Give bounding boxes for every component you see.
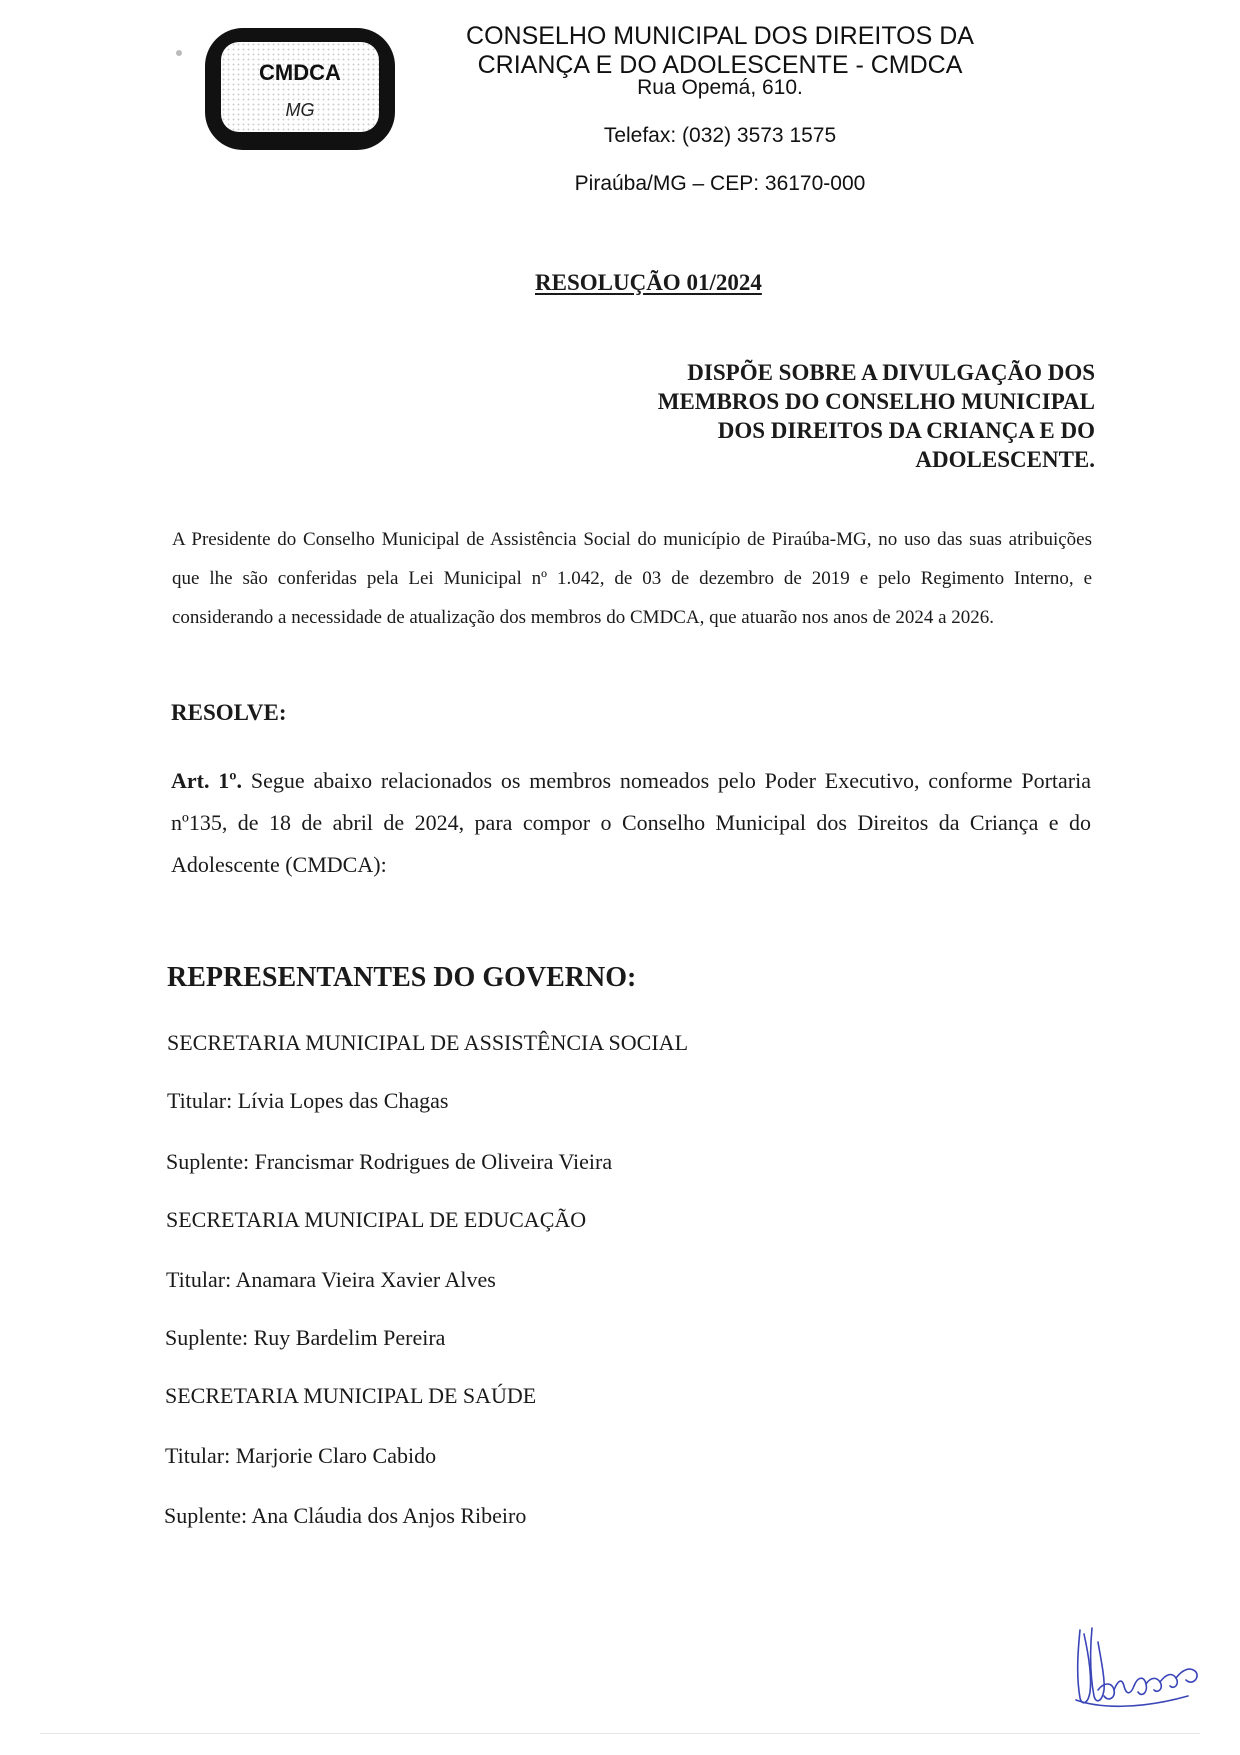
suplente-line: Suplente: Francismar Rodrigues de Oliveira Vieira [166,1149,613,1174]
org-name-line-1: CONSELHO MUNICIPAL DOS DIREITOS DA [466,22,974,50]
org-name-line-2: CRIANÇA E DO ADOLESCENTE - CMDCA [477,51,963,79]
scan-edge-line [40,1733,1200,1734]
org-telefax: Telefax: (032) 3573 1575 [603,124,837,147]
signature-icon [1068,1620,1208,1715]
suplente-line: Suplente: Ana Cláudia dos Anjos Ribeiro [164,1503,527,1528]
ementa-line-4: ADOLESCENTE. [915,447,1095,472]
suplente-line: Suplente: Ruy Bardelim Pereira [165,1325,446,1350]
article-label: Art. 1º. [171,768,243,793]
secretariat-name: SECRETARIA MUNICIPAL DE EDUCAÇÃO [166,1207,587,1232]
section-title: REPRESENTANTES DO GOVERNO: [167,962,637,993]
article-1 [171,760,1091,886]
logo-subtitle: MG [285,100,315,120]
resolution-title: RESOLUÇÃO 01/2024 [535,270,762,295]
org-address: Rua Opemá, 610. [637,76,803,99]
ementa-line-1: DISPÕE SOBRE A DIVULGAÇÃO DOS [687,360,1095,385]
org-name [430,22,1010,80]
titular-line: Titular: Marjorie Claro Cabido [165,1443,437,1468]
resolve-heading: RESOLVE: [171,700,287,725]
titular-line: Titular: Anamara Vieira Xavier Alves [166,1267,496,1292]
preamble-paragraph: A Presidente do Conselho Municipal de Assistência Social do município de Piraúba-MG, no uso das suas atribuições que lhe são conferidas pela Lei Municipal nº 1.042, de 03 de dezembro de 2019 e pelo Regimento Interno, e considerando a necessidade de atualização dos membros do CMDCA, que atuarão nos anos de 2024 a 2026. [172,529,1092,628]
ementa-line-3: DOS DIREITOS DA CRIANÇA E DO [717,418,1095,443]
cmdca-logo [205,28,395,150]
secretariat-name: SECRETARIA MUNICIPAL DE SAÚDE [165,1383,537,1408]
secretariat-name: SECRETARIA MUNICIPAL DE ASSISTÊNCIA SOCIAL [167,1030,689,1055]
org-city-cep: Piraúba/MG – CEP: 36170-000 [574,172,866,195]
article-text: Segue abaixo relacionados os membros nomeados pelo Poder Executivo, conforme Portaria nº135, de 18 de abril de 2024, para compor o Conselho Municipal dos Direitos da Criança e do Adolescente (CMDCA): [171,768,1091,877]
titular-line: Titular: Lívia Lopes das Chagas [167,1088,449,1113]
ementa-line-2: MEMBROS DO CONSELHO MUNICIPAL [657,389,1095,414]
ementa [575,358,1095,474]
logo-title: CMDCA [259,60,341,85]
speck [176,50,182,56]
logo-plate [221,42,379,132]
